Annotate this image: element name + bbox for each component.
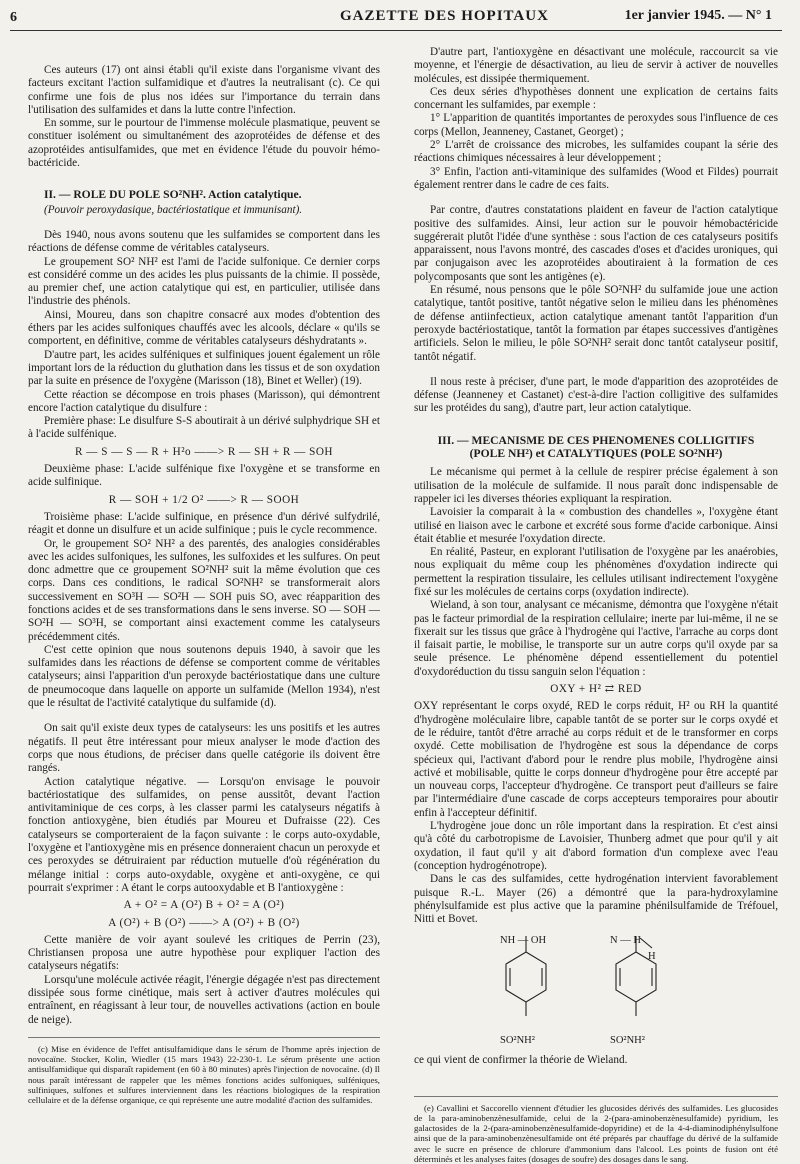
paragraph: Lavoisier la comparait à la « combustion des chandelles », l'oxygène étant utilisé en liaison avec le carbone et excrété sous forme d'acide carbonique. Ainsi était établie et mesurée l'oxydation directe. — [414, 506, 778, 545]
equation-1: R — S — S — R + H²o ——> R — SH + R — SOH — [75, 445, 333, 458]
redox-equation: OXY + H² ⇄ RED — [550, 683, 642, 696]
chem-right-top-label: N — H — [610, 935, 641, 947]
paragraph: Or, le groupement SO² NH² a des parentés, des analogies considérables avec les acides sulfoniques, les sulfones, les sulfoxides et les sulfures. On peut donc admettre que ce groupement SO²NH² suit la même évolution que ces corps. Dans ces conditions, le radical SO²NH² se transformerait alors successivement en SO³H — SO²H — SOH puis SO, avec réapparition des fonctions acides et de ses transformations dans le sens inverse. SO — SOH — SO²H — SO³H, se comportant ainsi exactement comme les catalyseurs précédemment cités. — [28, 537, 380, 643]
paragraph: ce qui vient de confirmer la théorie de Wieland. — [414, 1054, 628, 1067]
paragraph: Dès 1940, nous avons soutenu que les sulfamides se comportent dans les réactions de défense comme de véritables catalyseurs. — [28, 228, 380, 255]
issue-date: 1er janvier 1945. — N° 1 — [624, 8, 772, 23]
paragraph: Première phase: Le disulfure S-S aboutirait à un dérivé sulphydrique SH et à l'acide sulfénique. — [28, 415, 380, 441]
paragraph: D'autre part, l'antioxygène en désactivant une molécule, raccourcit sa vie moyenne, et l'énergie de désactivation, au lieu de servir à activer de nouvelles molécules, est dissipée thermiquement. — [414, 46, 778, 85]
paragraph: 2° L'arrêt de croissance des microbes, les sulfamides coupant la série des réactions chimiques nécessaires à leur développement ; — [414, 139, 778, 165]
paragraph: Le mécanisme qui permet à la cellule de respirer précise également à son utilisation de la molécule de sulfamide. Il nous paraît donc indispensable de rappeler ici les diverses théories expliquant la respiration. — [414, 466, 778, 505]
right-column — [414, 46, 778, 1164]
paragraph: Le groupement SO² NH² est l'ami de l'acide sulfonique. Ce dernier corps est considéré comme un des acides les plus puissants de la chimie. Il possède, au premier chef, une action catalytique qui est, en particulier, utilisée dans l'industrie des phénols. — [28, 255, 380, 308]
section-subheading-2: (Pouvoir peroxydasique, bactériostatique et immunisant). — [44, 203, 303, 216]
page-number: 6 — [10, 10, 17, 25]
chem-left-top-label: NH — OH — [500, 935, 547, 947]
footnote-text: (c) Mise en évidence de l'effet antisulfamidique dans le sérum de l'homme après injection de novocaïne. Stocker, Kolin, Wiedler (15 mars 1943) 22-230-1. Le sérum présente une action antisulfamidique qui disparaît rapidement (en 60 à 80 minutes) après l'injection de novocaïne. (d) Il nous paraît intéressant de rappeler que les mêmes fonctions acides sulfoniques, sulféniques, sulfiniques, sulfones et sulfures interviennent dans les réactions biologiques de la respiration cellulaire et de la défense organique, ce qui représente une autre modalité d'action des sulfamides. — [28, 1043, 380, 1105]
footnote-left — [28, 1037, 380, 1105]
section-heading-3-line2: (POLE NH²) et CATALYTIQUES (POLE SO²NH²) — [469, 447, 723, 461]
chemical-structures — [414, 932, 778, 1052]
page-header — [0, 0, 800, 36]
paragraph: Dans le cas des sulfamides, cette hydrogénation intervient favorablement puisque R.-L. Mayer (26) a démontré que la para-hydroxylamine phénylsulfamide est plus active que la paramine phénilsulfamide de Tréfouel, Nitti et Bovet. — [414, 873, 778, 926]
benzene-rings-diagram — [494, 932, 694, 1022]
paragraph: En réalité, Pasteur, en explorant l'utilisation de l'oxygène par les anaérobies, nous expliquait du même coup les phénomènes d'oxydation indirecte qui permettent la respiration tissulaire, les cellules utilisant indirectement l'oxygène fixé sur les molécules de certains corps (oxydation indirecte). — [414, 546, 778, 598]
paragraph: Cette réaction se décompose en trois phases (Marisson), qui démontrent encore l'action catalytique du disulfure : — [28, 388, 380, 414]
paragraph: Wieland, à son tour, analysant ce mécanisme, démontra que l'oxygène n'était pas le facteur primordial de la respiration cellulaire; inerte par lui-même, il ne se fixerait sur les tissus que grâce à l'hydrogène qui l'active, l'arrache au corps dont il faisait partie, le mobilise, le transporte sur un autre corps qu'il oxyde par sa seule présence. Le phénomène dépend essentiellement du potentiel d'oxydoréduction du tissu sanguin selon l'équation : — [414, 599, 778, 678]
footnote-right — [414, 1096, 778, 1164]
equation-3a: A + O² = A (O²) B + O² = A (O²) — [123, 899, 285, 912]
paragraph: 3° Enfin, l'action anti-vitaminique des sulfamides (Wood et Fildes) pourrait également rentrer dans le cadre de ces faits. — [414, 165, 778, 191]
journal-title: GAZETTE DES HOPITAUX — [340, 8, 549, 24]
paragraph: Lorsqu'une molécule activée réagit, l'énergie dégagée n'est pas directement dissipée sous forme cinétique, mais sert à activer d'autres molécules qui entraînent, en réagissant à leur tour, de nouvelles activations (action en boule de neige). — [28, 973, 380, 1026]
paragraph: Ces auteurs (17) ont ainsi établi qu'il existe dans l'organisme vivant des facteurs excitant l'action sulfamidique et d'autres la neutralisant (c). Ce qui confirme une fois de plus nos idées sur l'importance du terrain dans l'utilisation des sulfamides et dans la lutte contre l'infection. — [28, 64, 380, 116]
benzene-ring-left — [506, 952, 546, 1002]
paragraph: C'est cette opinion que nous soutenons depuis 1940, à savoir que les sulfamides dans les réactions de défense se comportent comme de véritables catalyseurs; ainsi l'apparition d'un peroxyde bactériostatique dans une culture de pneumocoque dans laquelle on apporte un sulfamide (Mellon 1934), n'est que le résultat de l'activité catalytique du sulfamide (d). — [28, 643, 380, 710]
section-heading-3-line1: III. — MECANISME DE CES PHENOMENES COLLIGITIFS — [437, 433, 755, 447]
paragraph: Cette manière de voir ayant soulevé les critiques de Perrin (23), Christiansen proposa une autre hypothèse pour expliquer l'action des catalyseurs négatifs: — [28, 933, 380, 973]
equation-2: R — SOH + 1/2 O² ——> R — SOOH — [108, 493, 300, 506]
paragraph: Ainsi, Moureu, dans son chapitre consacré aux modes d'obtention des éthers par les acides sulfoniques chauffés avec les alcools, déclare « qu'ils se comportent, en définitive, comme de véritables catalyseurs déshydratants ». — [28, 308, 380, 348]
chem-left-bottom-label: SO²NH² — [500, 1035, 535, 1047]
benzene-ring-right — [616, 952, 656, 1002]
paragraph: En résumé, nous pensons que le pôle SO²NH² du sulfamide joue une action catalytique, tantôt positive, tantôt négative selon le milieu dans les phénomènes de défense antiinfectieux, action catalytique amenant tantôt l'apparition d'un peroxyde bactériostatique, tantôt la formation par étapes successives d'antigènes artificiels. Selon le milieu, le pôle SO²NH² serait donc tantôt catalyseur positif, tantôt négatif. — [414, 284, 778, 363]
chem-right-bottom-label: SO²NH² — [610, 1035, 645, 1047]
header-rule — [10, 30, 782, 31]
footnote-text: (e) Cavallini et Saccorello viennent d'étudier les glucosides dérivés des sulfamides. Les glucosides de la para-aminobenzènesulfamide, celui de la 2-(para-aminobenzènesulfamide) pyridium, les galactosides de la 2-(para-aminobenzènesulfamide-dopyridine) et de la 4-4-diaminodiphénylsulfone ainsi que de la para-aminobenzènesulfamide ont été préparés par chauffage du dérivé de la sulfamide avec le sucre en présence de chlorure d'ammonium dans l'alcool. Les points de fusion ont été déterminés et les analyses faites (dosages de soufre) des dosages dans le sang. — [414, 1102, 778, 1164]
paragraph: Ces deux séries d'hypothèses donnent une explication de certains faits concernant les sulfamides, par exemple : — [414, 85, 778, 112]
paragraph: On sait qu'il existe deux types de catalyseurs: les uns positifs et les autres négatifs. Il peut être intéressant pour mieux analyser le mode d'action des corps que nous étudions, de préciser dans quelle catégorie ils doivent être rangés. — [28, 722, 380, 775]
chem-right-h-label: H — [648, 951, 656, 963]
paragraph: Troisième phase: L'acide sulfinique, en présence d'un dérivé sulfydrilé, réagit et donne un disulfure et un acide sulfinique ; puis le cycle recommence. — [28, 510, 380, 537]
paragraph: D'autre part, les acides sulféniques et sulfiniques jouent également un rôle important lors de la réduction du gluthation dans les tissus et de son oxydation par la suite en présence de l'oxygène (Marisson (18), Binet et Weller) (19). — [28, 348, 380, 388]
paragraph: Action catalytique négative. — Lorsqu'on envisage le pouvoir bactériostatique des sulfamides, on pense aussitôt, devant l'action antivitaminique de ces corps, à les classer parmi les catalyseurs négatifs à fonction antioxygène, bien étudiés par Moureu et Dufraisse (22). Ces catalyseurs se comporteraient de la façon suivante : le corps auto-oxydable, l'oxygène et l'antioxygène mis en présence donneraient chacun un peroxyde et ces peroxydes se détruiraient par réduction mutuelle d'où régénération du mélange initial : corps auto-oxydable, oxygène et anti-oxygène, ce qui pourrait s'exprimer : A étant le corps autooxydable et B l'antioxygène : — [28, 775, 380, 894]
paragraph: OXY représentant le corps oxydé, RED le corps réduit, H² ou RH la quantité d'hydrogène moléculaire libre, capable tantôt de se porter sur le corps oxydé et de le réduire, tantôt d'être arraché au corps réduit et de le transformer en corps oxydé. Cette mobilisation de l'hydrogène est sous la dépendance de corps spécieux qui, l'activant d'abord pour le rendre plus mobile, l'hydrogène ainsi activé et mobilisable, quitte le corps donneur d'hydrogène pour être accepté par un nouveau corps, l'accepteur d'hydrogène. Ce transport peut d'ailleurs se faire par l'intermédiaire d'une cascade de corps accepteurs temporaires pour aboutir enfin à l'accepteur définitif. — [414, 700, 778, 819]
paragraph: L'hydrogène joue donc un rôle important dans la respiration. Et c'est ainsi qu'à côté du carbotropisme de Lavoisier, Thunberg admet que pour qu'il y ait oxydation, il faut qu'il y ait d'abord formation d'un complexe avec l'eau (conception hydrogénotrope). — [414, 820, 778, 872]
equation-3b: A (O²) + B (O²) ——> A (O²) + B (O²) — [108, 916, 300, 929]
paragraph: Il nous reste à préciser, d'une part, le mode d'apparition des azoprotéides de défense (Jeanneney et Castanet) c'est-à-dire l'action colligitive des sulfamides sur les protéides du sang), d'autre part, leur action catalytique. — [414, 375, 778, 415]
left-column — [28, 64, 380, 1105]
paragraph: Deuxième phase: L'acide sulfénique fixe l'oxygène et se transforme en acide sulfinique. — [28, 463, 380, 489]
paragraph: 1° L'apparition de quantités importantes de peroxydes sous l'influence de ces corps (Mellon, Jeanneney, Castanet, Georget) ; — [414, 112, 778, 138]
paragraph: En somme, sur le pourtour de l'immense molécule plasmatique, peuvent se constituer isolément ou simultanément des azoprotéides de défense et des azoprotéides antisulfamides, que met en évidence l'étude du pouvoir hémo-bactéricide. — [28, 117, 380, 170]
paragraph: Par contre, d'autres constatations plaident en faveur de l'action catalytique positive des sulfamides. Ainsi, leur action sur le pouvoir hémobactéricide suggérerait plutôt l'idée d'une synthèse : sous l'action de ces catalyseurs positifs apparaissent, nous l'avons montré, des cascades d'oses et d'acides uroniques, qui par conjugaison avec les azoprotéides aboutiraient à la formation de ces polycomposants que sont les antigènes (e). — [414, 204, 778, 283]
section-heading-3 — [414, 434, 778, 461]
section-heading-2: II. — ROLE DU POLE SO²NH². Action catalytique. — [44, 188, 302, 202]
